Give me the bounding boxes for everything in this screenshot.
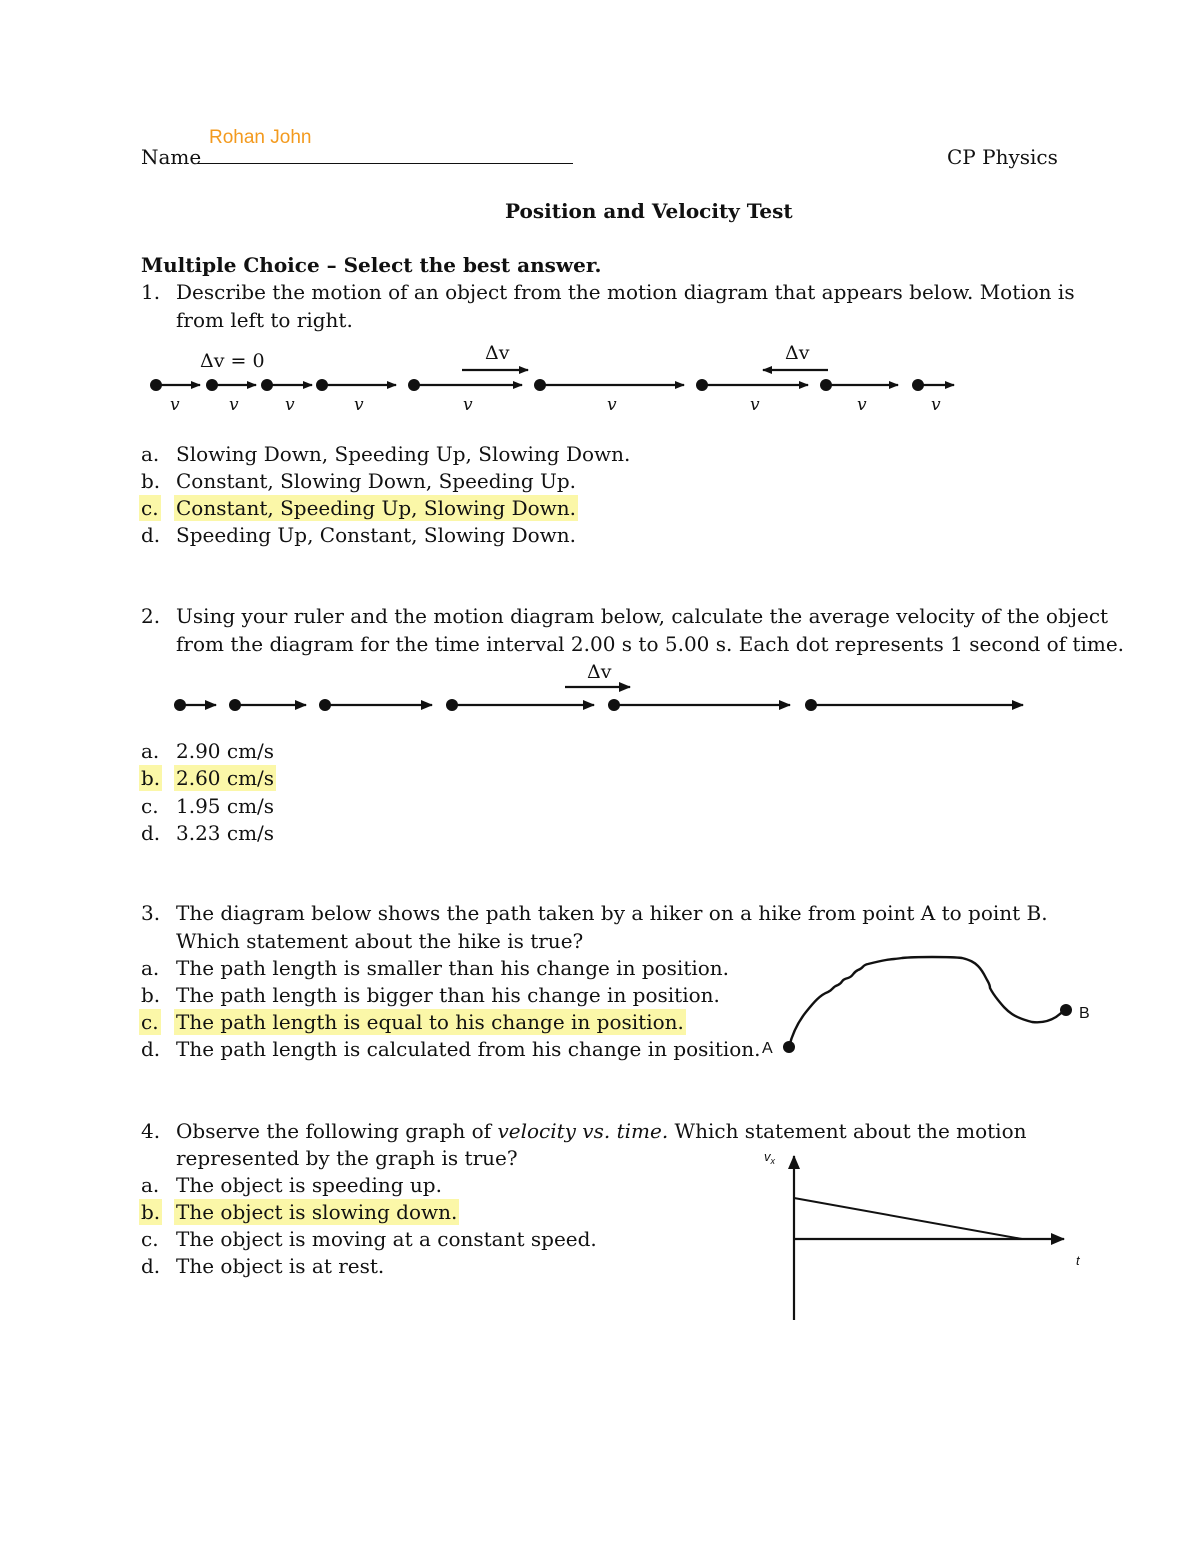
q2-choice-letter: c.	[141, 794, 159, 818]
q4-choice-d[interactable]: The object is at rest.	[176, 1254, 385, 1278]
q4-x-axis-label: t	[1076, 1253, 1080, 1268]
section-heading: Multiple Choice – Select the best answer.	[141, 253, 602, 277]
q4-text-pre: Observe the following graph of	[176, 1119, 498, 1143]
test-title: Position and Velocity Test	[505, 199, 793, 223]
q4-choice-letter: d.	[141, 1254, 161, 1278]
q1-delta-v-label-right: Δv	[485, 342, 510, 364]
q2-choice-b-selected[interactable]: 2.60 cm/s	[176, 766, 275, 790]
q1-velocity-label: v	[463, 395, 473, 415]
q1-velocity-label: v	[931, 395, 941, 415]
q4-velocity-time-graph	[740, 1140, 1100, 1330]
q1-motion-diagram	[0, 330, 1000, 420]
q1-choice-d[interactable]: Speeding Up, Constant, Slowing Down.	[176, 523, 576, 547]
q1-delta-v-label-left: Δv	[785, 342, 810, 364]
q1-text-line1: Describe the motion of an object from the motion diagram that appears below. Motion is	[176, 280, 1075, 304]
q3-choice-letter: b.	[141, 983, 161, 1007]
q1-velocity-label: v	[750, 395, 760, 415]
q4-text-line2: represented by the graph is true?	[176, 1146, 518, 1170]
q1-velocity-label: v	[354, 395, 364, 415]
q2-choice-c[interactable]: 1.95 cm/s	[176, 794, 275, 818]
q4-choice-c[interactable]: The object is moving at a constant speed.	[176, 1227, 597, 1251]
q4-choice-b-selected[interactable]: The object is slowing down.	[176, 1200, 458, 1224]
q4-choice-letter-selected: b.	[141, 1200, 161, 1224]
q4-text-post: Which statement about the motion	[668, 1119, 1027, 1143]
q2-choice-d[interactable]: 3.23 cm/s	[176, 821, 275, 845]
q4-velocity-line	[794, 1198, 1022, 1239]
q1-text-line2: from left to right.	[176, 308, 353, 332]
q2-choice-letter-selected: b.	[141, 766, 161, 790]
q1-choice-c-selected[interactable]: Constant, Speeding Up, Slowing Down.	[176, 496, 576, 520]
q1-velocity-label: v	[229, 395, 239, 415]
q3-choice-b[interactable]: The path length is bigger than his change in position.	[176, 983, 720, 1007]
name-label: Name	[141, 145, 202, 169]
q3-choice-d[interactable]: The path length is calculated from his change in position.	[176, 1037, 761, 1061]
q3-choice-c-selected[interactable]: The path length is equal to his change in position.	[176, 1010, 684, 1034]
q3-path-curve	[789, 957, 1066, 1047]
course-label: CP Physics	[947, 145, 1058, 169]
q2-choice-letter: d.	[141, 821, 161, 845]
q1-choice-letter: b.	[141, 469, 161, 493]
q3-hiker-path-diagram	[740, 940, 1120, 1070]
q1-velocity-label: v	[857, 395, 867, 415]
q2-motion-diagram	[0, 650, 1100, 730]
q3-choice-letter: a.	[141, 956, 160, 980]
q1-velocity-label: v	[285, 395, 295, 415]
q1-choice-letter: a.	[141, 442, 160, 466]
q2-delta-v-label: Δv	[587, 661, 612, 683]
name-field-value[interactable]: Rohan John	[209, 127, 312, 148]
q4-choice-letter: a.	[141, 1173, 160, 1197]
q4-text-italic: velocity vs. time.	[497, 1119, 669, 1143]
q1-choice-b[interactable]: Constant, Slowing Down, Speeding Up.	[176, 469, 576, 493]
q1-choice-letter-selected: c.	[141, 496, 159, 520]
q2-number: 2.	[141, 604, 161, 628]
name-underline	[197, 163, 573, 164]
q4-choice-letter: c.	[141, 1227, 159, 1251]
q1-velocity-label: v	[170, 395, 180, 415]
q2-choice-a[interactable]: 2.90 cm/s	[176, 739, 275, 763]
q1-choice-a[interactable]: Slowing Down, Speeding Up, Slowing Down.	[176, 442, 631, 466]
q2-choice-letter: a.	[141, 739, 160, 763]
q4-y-axis-label: $v_x$	[764, 1149, 775, 1166]
q2-text-line1: Using your ruler and the motion diagram below, calculate the average velocity of the object	[176, 604, 1109, 628]
q1-choice-letter: d.	[141, 523, 161, 547]
q2-text-line2: from the diagram for the time interval 2.00 s to 5.00 s. Each dot represents 1 second of time.	[176, 632, 1125, 656]
q3-text-line1: The diagram below shows the path taken by a hiker on a hike from point A to point B.	[176, 901, 1048, 925]
q3-choice-letter: d.	[141, 1037, 161, 1061]
q3-choice-letter-selected: c.	[141, 1010, 159, 1034]
q3-label-b: B	[1079, 1005, 1090, 1022]
q1-number: 1.	[141, 280, 161, 304]
q1-velocity-label: v	[607, 395, 617, 415]
q4-number: 4.	[141, 1119, 161, 1143]
q3-choice-a[interactable]: The path length is smaller than his change in position.	[176, 956, 730, 980]
q3-text-line2: Which statement about the hike is true?	[176, 929, 584, 953]
q3-number: 3.	[141, 901, 161, 925]
q3-point-b	[1060, 1004, 1072, 1016]
q3-label-a: A	[762, 1040, 773, 1057]
q3-point-a	[783, 1041, 795, 1053]
q1-delta-v-zero-label: Δv = 0	[200, 350, 265, 372]
q4-choice-a[interactable]: The object is speeding up.	[176, 1173, 442, 1197]
